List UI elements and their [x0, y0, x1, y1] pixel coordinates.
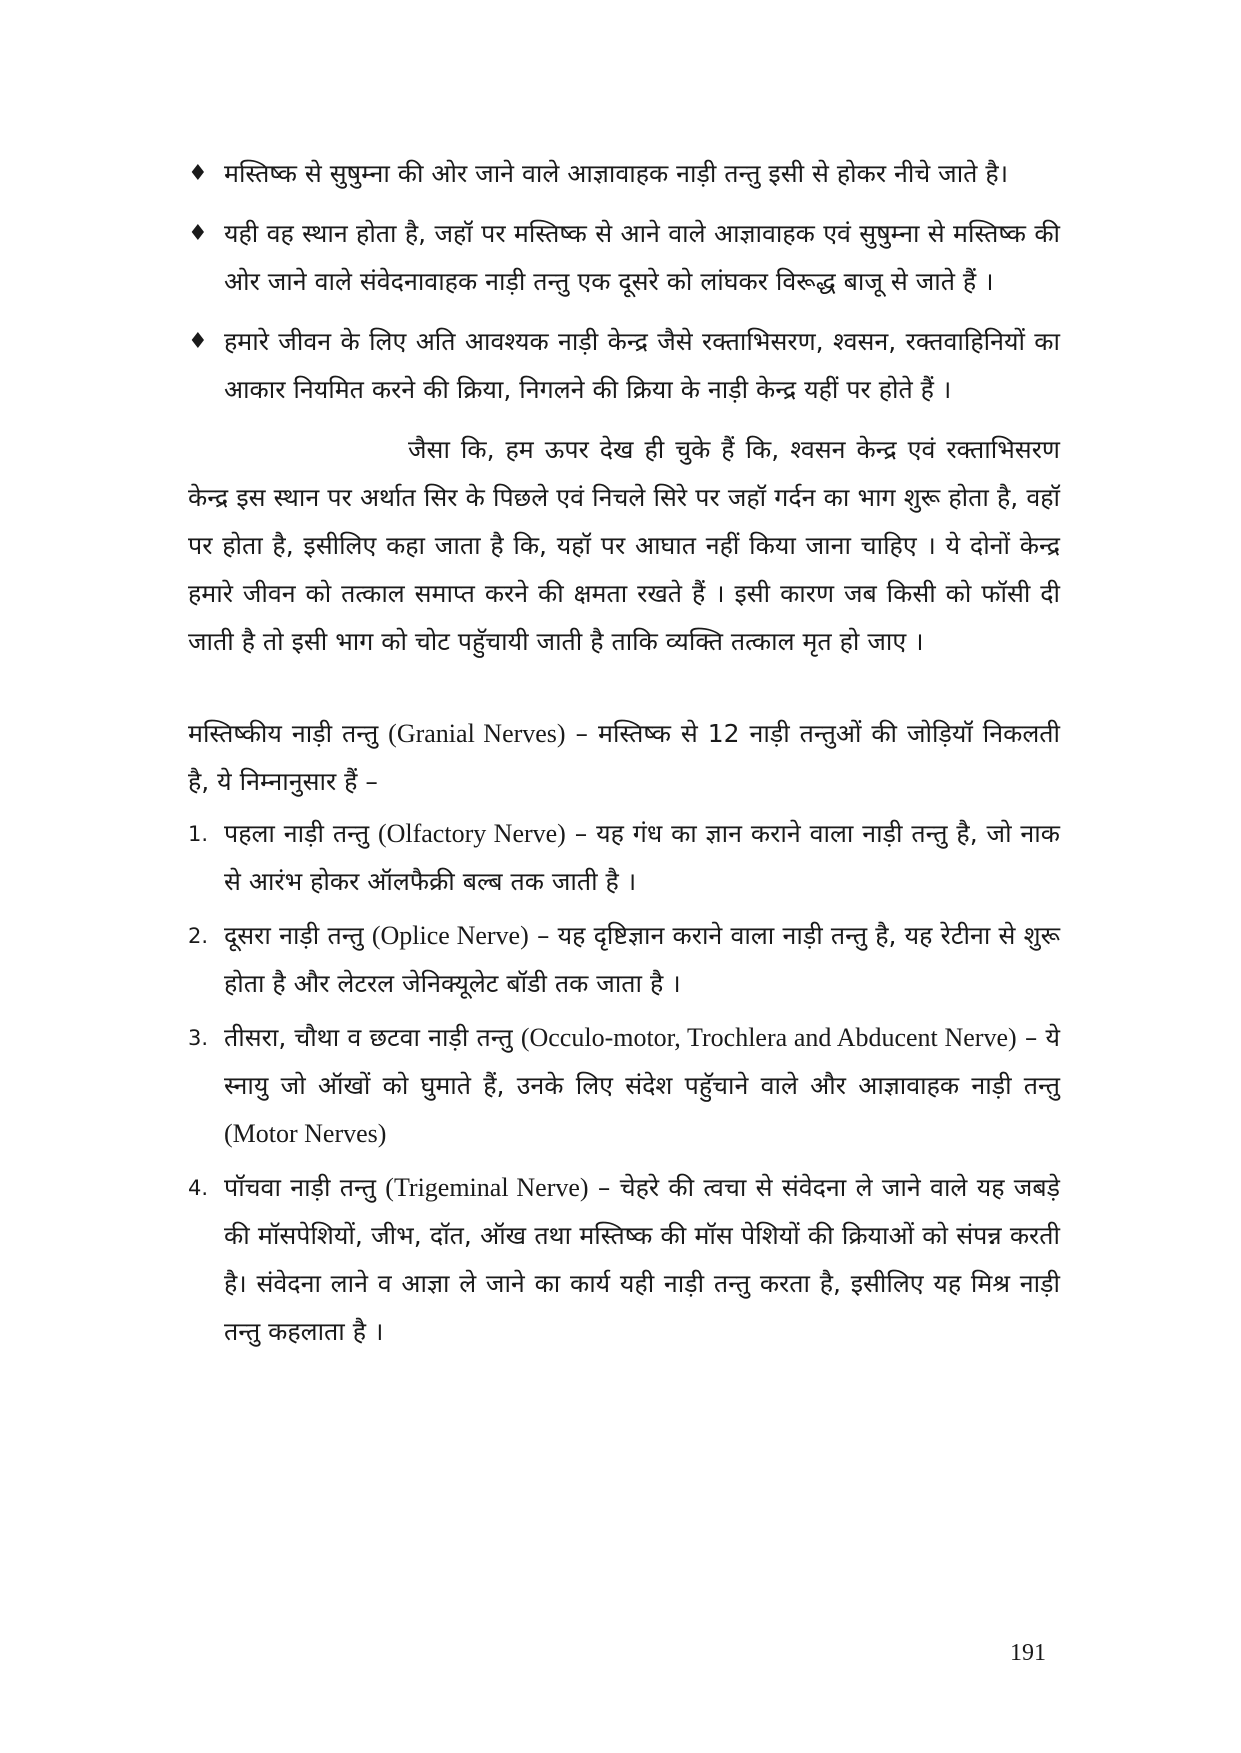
item-text: [224, 912, 1060, 1008]
item-number: 1.: [188, 822, 209, 846]
section-intro-rest: – मस्तिष्क से 12 नाड़ी तन्तुओं की जोड़ियॉ निकलती है, ये निम्नानुसार हैं –: [188, 719, 1060, 796]
bullet-text: हमारे जीवन के लिए अति आवश्यक नाड़ी केन्द्र जैसे रक्ताभिसरण, श्वसन, रक्तवाहिनियों का आकार नियमित करने की क्रिया, निगलने की क्रिया के नाड़ी केन्द्र यहीं पर होते हैं ।: [224, 327, 1060, 404]
item-latin-term: (Olfactory Nerve): [377, 819, 566, 848]
numbered-item: [188, 1164, 1060, 1356]
item-number: 3.: [188, 1026, 209, 1050]
item-latin-term: (Oplice Nerve): [371, 921, 529, 950]
section-term-latin: (Granial Nerves): [388, 719, 566, 748]
item-text: [224, 810, 1060, 906]
item-text-lead: दूसरा नाड़ी तन्तु: [224, 921, 372, 950]
item-latin-term: (Occulo-motor, Trochlera and Abducent Nerve): [520, 1023, 1017, 1052]
item-text-body: – चेहरे की त्वचा से संवेदना ले जाने वाले यह जबड़े की मॉसपेशियों, जीभ, दॉत, ऑख तथा मस्तिष्क की मॉस पेशियों की क्रियाओं को संपन्न करती है। संवेदना लाने व आज्ञा ले जाने का कार्य यही नाड़ी तन्तु करता है, इसीलिए यह मिश्र नाड़ी तन्तु कहलाता है ।: [224, 1173, 1060, 1346]
numbered-item: [188, 912, 1060, 1008]
section-term: मस्तिष्कीय नाड़ी तन्तु: [188, 719, 379, 748]
numbered-item: [188, 1014, 1060, 1158]
diamond-bullet-icon: ♦: [188, 329, 208, 354]
page-number: 191: [1010, 1640, 1046, 1666]
page-content: [188, 150, 1060, 1362]
item-text: [224, 1014, 1060, 1158]
bullet-item: [188, 318, 1060, 414]
item-text-lead: तीसरा, चौथा व छटवा नाड़ी तन्तु: [224, 1023, 521, 1052]
item-latin-term: (Trigeminal Nerve): [385, 1173, 589, 1202]
item-text-body: – यह दृष्टिज्ञान कराने वाला नाड़ी तन्तु है, यह रेटीना से शुरू होता है और लेटरल जेनिक्यूलेट बॉडी तक जाता है ।: [224, 921, 1061, 998]
diamond-bullet-icon: ♦: [188, 161, 208, 186]
diamond-bullet-icon: ♦: [188, 221, 208, 246]
numbered-item: [188, 810, 1060, 906]
bullet-text: मस्तिष्क से सुषुम्ना की ओर जाने वाले आज्ञावाहक नाड़ी तन्तु इसी से होकर नीचे जाते है।: [224, 159, 1009, 188]
item-number: 4.: [188, 1176, 209, 1200]
section-intro: [188, 710, 1060, 806]
item-number: 2.: [188, 924, 209, 948]
item-text: [224, 1164, 1060, 1356]
bullet-text: यही वह स्थान होता है, जहॉ पर मस्तिष्क से आने वाले आज्ञावाहक एवं सुषुम्ना से मस्तिष्क की ओर जाने वाले संवेदनावाहक नाड़ी तन्तु एक दूसरे को लांघकर विरूद्ध बाजू से जाते हैं ।: [224, 219, 1060, 296]
item-text-lead: पहला नाड़ी तन्तु: [224, 819, 378, 848]
item-text-lead: पॉचवा नाड़ी तन्तु: [224, 1173, 386, 1202]
item-text-body: – ये स्नायु जो ऑखों को घुमाते हैं, उनके लिए संदेश पहुॅचाने वाले और आज्ञावाहक नाड़ी तन्तु: [224, 1023, 1060, 1100]
body-paragraph: जैसा कि, हम ऊपर देख ही चुके हैं कि, श्वसन केन्द्र एवं रक्ताभिसरण केन्द्र इस स्थान पर अर्थात सिर के पिछले एवं निचले सिरे पर जहॉ गर्दन का भाग शुरू होता है, वहॉ पर होता है, इसीलिए कहा जाता है कि, यहॉ पर आघात नहीं किया जाना चाहिए । ये दोनों केन्द्र हमारे जीवन को तत्काल समाप्त करने की क्षमता रखते हैं । इसी कारण जब किसी को फॉसी दी जाती है तो इसी भाग को चोट पहुॅचायी जाती है ताकि व्यक्ति तत्काल मृत हो जाए ।: [188, 435, 1060, 656]
bullet-item: [188, 210, 1060, 306]
item-text-body: – यह गंध का ज्ञान कराने वाला नाड़ी तन्तु है, जो नाक से आरंभ होकर ऑलफैक्री बल्ब तक जाती है ।: [224, 819, 1060, 896]
bullet-item: [188, 150, 1060, 198]
item-latin-term-2: (Motor Nerves): [224, 1119, 387, 1148]
